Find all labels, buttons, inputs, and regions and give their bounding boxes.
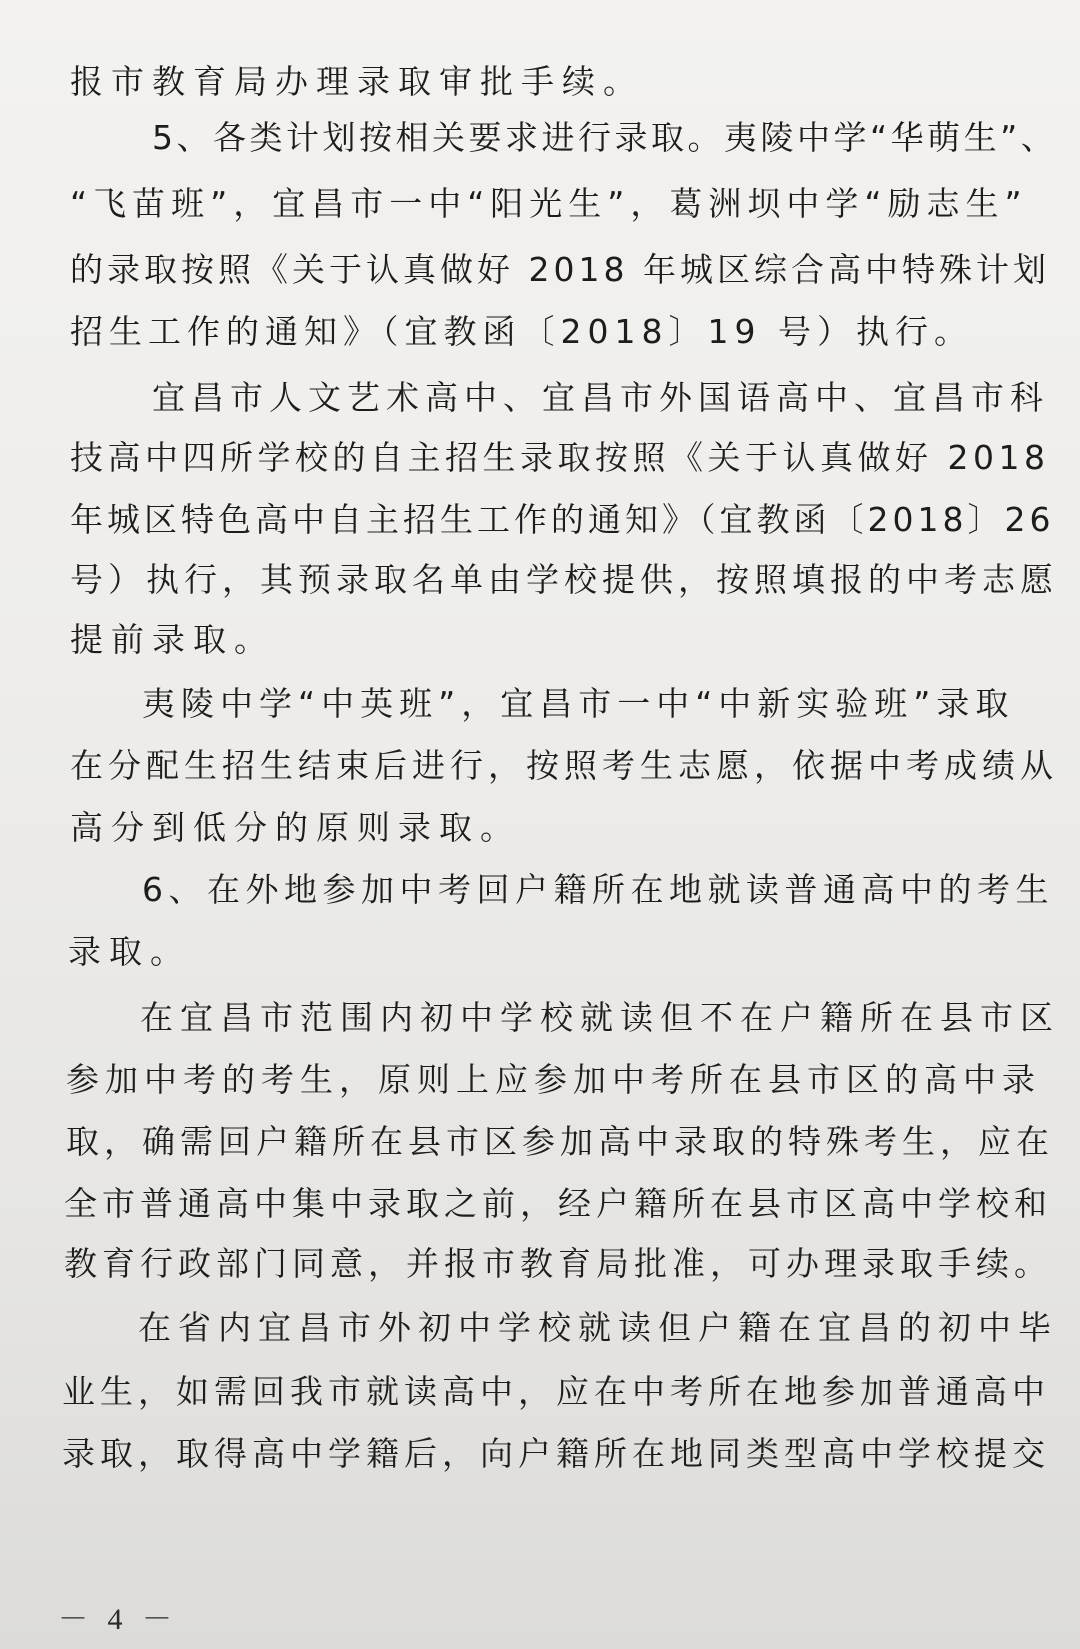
text-line-1: 报市教育局办理录取审批手续。 [70,62,644,101]
text-line-22: 业生，如需回我市就读高中，应在中考所在地参加普通高中 [62,1372,1050,1411]
text-line-8: 年城区特色高中自主招生工作的通知》（宜教函〔2018〕26 [70,500,1055,539]
text-line-21: 在省内宜昌市外初中学校就读但户籍在宜昌的初中毕 [138,1308,1058,1347]
text-line-18: 取，确需回户籍所在县市区参加高中录取的特殊考生，应在 [66,1122,1054,1161]
text-line-16: 在宜昌市范围内初中学校就读但不在户籍所在县市区 [140,998,1060,1037]
text-line-20: 教育行政部门同意，并报市教育局批准，可办理录取手续。 [64,1244,1052,1283]
text-line-15: 录取。 [68,932,191,971]
text-line-19: 全市普通高中集中录取之前，经户籍所在县市区高中学校和 [64,1184,1052,1223]
text-line-6: 宜昌市人文艺术高中、宜昌市外国语高中、宜昌市科 [152,378,1049,417]
text-line-9: 号）执行，其预录取名单由学校提供，按照填报的中考志愿 [70,560,1058,599]
text-line-12: 在分配生招生结束后进行，按照考生志愿，依据中考成绩从 [70,746,1058,785]
text-line-7: 技高中四所学校的自主招生录取按照《关于认真做好 2018 [70,438,1050,477]
text-line-13: 高分到低分的原则录取。 [70,808,521,847]
text-line-2: 5、各类计划按相关要求进行录取。夷陵中学“华萌生”、 [152,118,1058,157]
text-line-10: 提前录取。 [70,620,275,659]
text-line-4: 的录取按照《关于认真做好 2018 年城区综合高中特殊计划 [70,250,1050,289]
text-line-5: 招生工作的通知》（宜教函〔2018〕19 号）执行。 [70,312,973,351]
text-line-11: 夷陵中学“中英班”，宜昌市一中“中新实验班”录取 [142,684,1015,723]
text-line-14: 6、在外地参加中考回户籍所在地就读普通高中的考生 [142,870,1054,909]
text-line-23: 录取，取得高中学籍后，向户籍所在地同类型高中学校提交 [62,1434,1050,1473]
page-number: － 4 － [58,1603,178,1636]
text-line-17: 参加中考的考生，原则上应参加中考所在县市区的高中录 [66,1060,1041,1099]
text-line-3: “飞苗班”，宜昌市一中“阳光生”，葛洲坝中学“励志生” [70,184,1028,223]
